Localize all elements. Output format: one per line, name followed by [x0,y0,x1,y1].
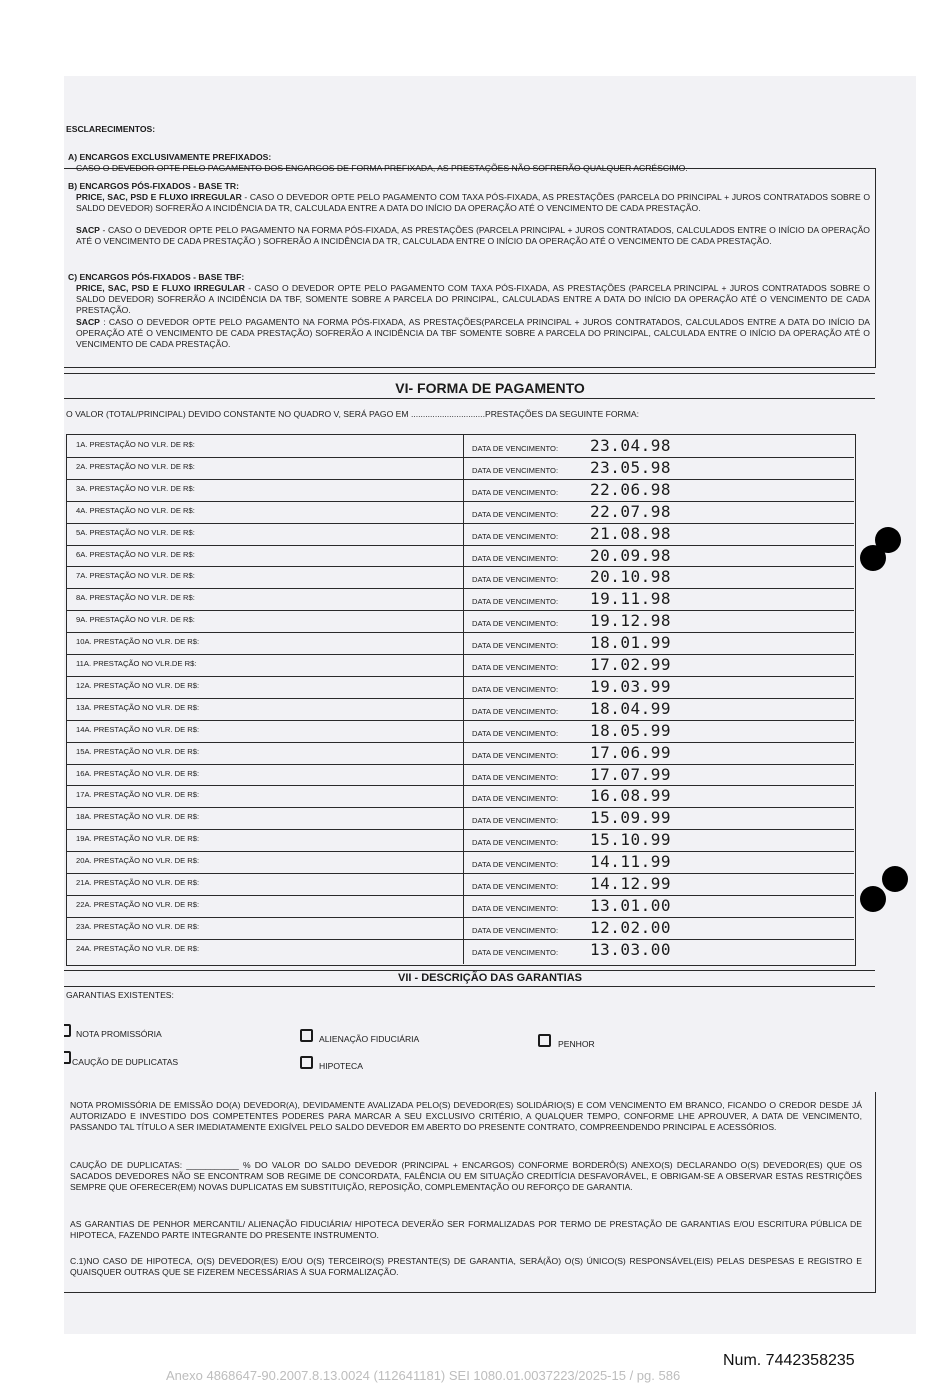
section-b-text-1: - CASO O DEVEDOR OPTE PELO PAGAMENTO COM TAXA PÓS-FIXADA, AS PRESTAÇÕES (PARCELA DO PRINCIPAL + JUROS CONTRATADOS SOBRE O SALDO DEVEDOR) SOFRERÃO A INCIDÊNCIA DA TR, CALCULADA ENTRE A DATA DO INÍCIO DA OPERAÇÃO ATÉ O VENCIMENTO DE CADA PRESTAÇÃO. [76,192,871,213]
esclarecimentos-heading: ESCLARECIMENTOS: [66,124,156,134]
row-divider [66,566,854,567]
section-b-sacp: SACP [76,225,100,235]
installment-label: 13A. PRESTAÇÃO NO VLR. DE R$: [76,702,200,712]
row-divider [66,742,854,743]
garantias-frame [64,1092,876,1293]
due-date-value: 14.11.99 [590,852,672,872]
due-date-value: 21.08.98 [590,523,672,543]
due-date-value: 17.07.99 [590,764,672,784]
installments-column-divider [463,434,464,964]
pagamento-intro [66,409,639,420]
due-date-label: DATA DE VENCIMENTO: [472,925,559,935]
installment-label: 19A. PRESTAÇÃO NO VLR. DE R$: [76,834,200,844]
row-divider [66,873,854,874]
installment-label: 22A. PRESTAÇÃO NO VLR. DE R$: [76,899,200,909]
hipoteca-label: HIPOTECA [319,1061,363,1071]
section-divider [64,373,875,374]
row-divider [66,829,854,830]
punch-hole [860,545,886,571]
installment-label: 21A. PRESTAÇÃO NO VLR. DE R$: [76,878,200,887]
caucao-duplicatas-checkbox[interactable] [64,1051,71,1064]
due-date-value: 19.03.99 [590,676,672,696]
due-date-value: 14.12.99 [590,874,672,893]
due-date-value: 19.12.98 [590,611,672,631]
row-divider [66,654,854,655]
row-divider [66,807,854,808]
row-divider [66,764,854,765]
penhor-label: PENHOR [558,1039,595,1049]
installment-label: 11A. PRESTAÇÃO NO VLR.DE R$: [76,659,197,668]
section-divider [64,986,875,987]
due-date-label: DATA DE VENCIMENTO: [472,794,559,804]
nota-promissoria-label: NOTA PROMISSÓRIA [76,1029,162,1039]
row-divider [66,588,854,589]
installment-label: 5A. PRESTAÇÃO NO VLR. DE R$: [76,527,195,537]
due-date-value: 20.10.98 [590,567,672,587]
row-divider [66,545,854,546]
due-date-value: 15.09.99 [590,808,672,828]
row-divider [66,479,854,480]
section-c-title: C) ENCARGOS PÓS-FIXADOS - BASE TBF: [68,272,245,282]
due-date-value: 18.05.99 [590,720,672,740]
installment-label: 8A. PRESTAÇÃO NO VLR. DE R$: [76,593,195,603]
alienacao-fiduciaria-checkbox[interactable] [300,1029,313,1042]
garantias-title: VII - DESCRIÇÃO DAS GARANTIAS [398,972,582,984]
penhor-checkbox[interactable] [538,1034,551,1047]
nota-promissoria-clause: NOTA PROMISSÓRIA DE EMISSÃO DO(A) DEVEDOR(A), DEVIDAMENTE AVALIZADA PELO(S) DEVEDOR(ES) SOLIDÁRIO(S) E COM VENCIMENTO EM BRANCO, FICANDO O CREDOR DESDE JÁ AUTORIZADO E INVESTIDO DOS COMPETENTES PODERES PARA MARCAR A SEU EXCLUSIVO CRITÉRIO, A QUALQUER TEMPO, CONFORME LHE APROUVER, A DATA DE VENCIMENTO, PASSANDO TAL TÍTULO A SER IMEDIATAMENTE EXIGÍVEL PELO SALDO DEVEDOR EM ABERTO DO PRESENTE CONTRATO, COMPREENDENDO PRINCIPAL E ACESSÓRIOS. [70,1100,862,1132]
installment-label: 17A. PRESTAÇÃO NO VLR. DE R$: [76,790,200,800]
installment-label: 20A. PRESTAÇÃO NO VLR. DE R$: [76,856,200,866]
due-date-value: 12.02.00 [590,917,672,937]
section-c-paragraph-2 [76,317,870,350]
section-divider [64,970,875,971]
punch-hole [882,866,908,892]
installment-label: 10A. PRESTAÇÃO NO VLR. DE R$: [76,637,200,647]
section-c-paragraph-1 [76,283,870,316]
due-date-label: DATA DE VENCIMENTO: [472,531,559,541]
row-divider [66,610,854,611]
due-date-value: 18.04.99 [590,698,672,718]
section-c-text-2: : CASO O DEVEDOR OPTE PELO PAGAMENTO NA FORMA PÓS-FIXADA, AS PRESTAÇÕES(PARCELA PRINCIPAL + JUROS CONTRATADOS, CALCULADOS ENTRE A DATA DO INÍCIO DA OPERAÇÃO ATÉ O VENCIMENTO DE CADA PRESTAÇÃO) SOFRERÃO A INCIDÊNCIA DA TBF SOMENTE SOBRE A PARCELA DO PRINCIPAL, CALCULADA ENTRE O INÍCIO DA OPERAÇÃO ATÉ O VENCIMENTO DE CADA PRESTAÇÃO. [76,317,871,349]
row-divider [66,785,854,786]
due-date-label: DATA DE VENCIMENTO: [472,860,559,870]
section-b-paragraph-2 [76,225,870,247]
due-date-label: DATA DE VENCIMENTO: [472,575,559,585]
due-date-label: DATA DE VENCIMENTO: [472,553,559,563]
due-date-label: DATA DE VENCIMENTO: [472,947,559,957]
due-date-value: 19.11.98 [590,589,672,609]
due-date-label: DATA DE VENCIMENTO: [472,706,559,716]
installment-label: 15A. PRESTAÇÃO NO VLR. DE R$: [76,746,200,756]
due-date-value: 13.03.00 [590,939,672,959]
row-divider [66,523,854,524]
pagamento-title: VI- FORMA DE PAGAMENTO [395,380,585,396]
row-divider [66,632,854,633]
installment-label: 14A. PRESTAÇÃO NO VLR. DE R$: [76,724,200,734]
row-divider [66,917,854,918]
installment-label: 7A. PRESTAÇÃO NO VLR. DE R$: [76,571,195,581]
due-date-value: 15.10.99 [590,830,672,850]
due-date-label: DATA DE VENCIMENTO: [472,444,559,453]
due-date-label: DATA DE VENCIMENTO: [472,750,559,760]
hipoteca-despesas-clause: C.1)NO CASO DE HIPOTECA, O(S) DEVEDOR(ES) E/OU O(S) TERCEIRO(S) PRESTANTE(S) DE GARANTIA, SERÁ(ÃO) O(S) ÚNICO(S) RESPONSÁVEL(EIS) PELAS DESPESAS E REGISTRO E QUAISQUER OUTRAS QUE SE FIZEREM NECESSÁRIAS À SUA FORMALIZAÇÃO. [70,1256,862,1277]
intro-text-a: O VALOR (TOTAL/PRINCIPAL) DEVIDO CONSTANTE NO QUADRO V, SERÁ PAGO EM [66,409,409,419]
row-divider [66,676,854,677]
intro-blank: ............................... [410,409,485,419]
installment-label: 3A. PRESTAÇÃO NO VLR. DE R$: [76,483,195,493]
section-a-title: A) ENCARGOS EXCLUSIVAMENTE PREFIXADOS: [68,152,272,162]
row-divider [66,895,854,896]
row-divider [66,501,854,502]
section-b-paragraph-1 [76,192,870,214]
scanned-page [64,76,916,1334]
row-divider [66,698,854,699]
installment-label: 16A. PRESTAÇÃO NO VLR. DE R$: [76,768,200,778]
due-date-label: DATA DE VENCIMENTO: [472,882,559,891]
nota-promissoria-checkbox[interactable] [64,1024,71,1037]
document-reference: Anexo 4868647-90.2007.8.13.0024 (112641181) SEI 1080.01.0037223/2025-15 / pg. 586 [166,1368,681,1383]
due-date-value: 17.02.99 [590,655,672,674]
due-date-value: 20.09.98 [590,545,672,565]
due-date-label: DATA DE VENCIMENTO: [472,816,559,826]
due-date-label: DATA DE VENCIMENTO: [472,903,559,913]
punch-hole [860,886,886,912]
installment-label: 9A. PRESTAÇÃO NO VLR. DE R$: [76,615,195,625]
section-b-text-2: - CASO O DEVEDOR OPTE PELO PAGAMENTO NA FORMA PÓS-FIXADA, AS PRESTAÇÕES (PARCELA PRINCIPAL + JUROS CONTRATADOS, CALCULADOS ENTRE O INÍCIO DA OPERAÇÃO ATÉ O VENCIMENTO DE CADA PRESTAÇÃO ) SOFRERÃO A INCIDÊNCIA DA TR, CALCULADA ENTRE O INÍCIO DA OPERAÇÃO ATÉ O VENCIMENTO DE CADA PRESTAÇÃO. [76,225,870,246]
due-date-label: DATA DE VENCIMENTO: [472,619,559,629]
caucao-duplicatas-label: CAUÇÃO DE DUPLICATAS [72,1057,179,1067]
alienacao-fiduciaria-label: ALIENAÇÃO FIDUCIÁRIA [319,1034,420,1044]
due-date-label: DATA DE VENCIMENTO: [472,663,559,672]
due-date-label: DATA DE VENCIMENTO: [472,838,559,848]
due-date-value: 18.01.99 [590,633,672,653]
installment-label: 23A. PRESTAÇÃO NO VLR. DE R$: [76,921,200,931]
installment-label: 18A. PRESTAÇÃO NO VLR. DE R$: [76,812,200,822]
row-divider [66,851,854,852]
formalizacao-clause: AS GARANTIAS DE PENHOR MERCANTIL/ ALIENAÇÃO FIDUCIÁRIA/ HIPOTECA DEVERÃO SER FORMALIZADAS POR TERMO DE PRESTAÇÃO DE GARANTIAS E/OU ESCRITURA PÚBLICA DE HIPOTECA, FAZENDO PARTE INTEGRANTE DO PRESENTE INSTRUMENTO. [70,1219,862,1240]
document-number: Num. 7442358235 [723,1352,855,1369]
due-date-value: 17.06.99 [590,742,672,762]
due-date-value: 16.08.99 [590,786,672,806]
hipoteca-checkbox[interactable] [300,1056,313,1069]
row-divider [66,720,854,721]
garantias-existentes-label: GARANTIAS EXISTENTES: [66,990,174,1000]
section-a-text: CASO O DEVEDOR OPTE PELO PAGAMENTO DOS ENCARGOS DE FORMA PREFIXADA, AS PRESTAÇÕES NÃO SOFRERÃO QUALQUER ACRÉSCIMO. [76,163,688,173]
due-date-value: 22.07.98 [590,501,672,521]
installment-label: 12A. PRESTAÇÃO NO VLR. DE R$: [76,680,200,690]
section-b-subtitle: PRICE, SAC, PSD E FLUXO IRREGULAR [76,192,242,202]
section-c-text-1: - CASO O DEVEDOR OPTE PELO PAGAMENTO COM TAXA PÓS-FIXADA, AS PRESTAÇÕES (PARCELA PRINCIPAL + JUROS CONTRATADOS SOBRE O SALDO DEVEDOR) SOFRERÃO A INCIDÊNCIA DA TBF, SOMENTE SOBRE A PARCELA DO PRINCIPAL, CALCULADAS ENTRE A DATA DO INÍCIO DA OPERAÇÃO ATÉ O VENCIMENTO DE CADA PRESTAÇÃO. [76,283,870,315]
installment-label: 4A. PRESTAÇÃO NO VLR. DE R$: [76,505,195,515]
due-date-label: DATA DE VENCIMENTO: [472,509,559,519]
installment-label: 6A. PRESTAÇÃO NO VLR. DE R$: [76,549,195,559]
section-c-subtitle: PRICE, SAC, PSD E FLUXO IRREGULAR [76,283,245,293]
section-divider [64,398,875,399]
installment-label: 24A. PRESTAÇÃO NO VLR. DE R$: [76,943,200,953]
due-date-label: DATA DE VENCIMENTO: [472,684,559,694]
installment-label: 1A. PRESTAÇÃO NO VLR. DE R$: [76,440,195,449]
due-date-label: DATA DE VENCIMENTO: [472,597,559,607]
intro-text-b: PRESTAÇÕES DA SEGUINTE FORMA: [484,409,640,419]
due-date-value: 23.04.98 [590,436,672,455]
row-divider [66,457,854,458]
due-date-label: DATA DE VENCIMENTO: [472,728,559,738]
due-date-value: 23.05.98 [590,457,672,477]
section-c-sacp: SACP [76,317,100,327]
due-date-label: DATA DE VENCIMENTO: [472,487,559,497]
due-date-value: 22.06.98 [590,479,672,499]
installment-label: 2A. PRESTAÇÃO NO VLR. DE R$: [76,461,195,471]
due-date-value: 13.01.00 [590,895,672,915]
due-date-label: DATA DE VENCIMENTO: [472,772,559,782]
due-date-label: DATA DE VENCIMENTO: [472,465,559,475]
caucao-duplicatas-clause: CAUÇÃO DE DUPLICATAS: ___________ % DO VALOR DO SALDO DEVEDOR (PRINCIPAL + ENCARGOS) CONFORME BORDERÔ(S) ANEXO(S) DECLARANDO O(S) DEVEDOR(ES) QUE OS SACADOS DEVEDORES NÃO SE ENCONTRAM SOB REGIME DE CONCORDATA, FALÊNCIA OU EM SITUAÇÃO CREDITÍCIA DESFAVORÁVEL, E OBRIGAM-SE A OBSERVAR ESTAS RESTRIÇÕES SEMPRE QUE OFERECER(EM) NOVAS DUPLICATAS EM SUBSTITUIÇÃO, REPOSIÇÃO, COMPLEMENTAÇÃO OU REFORÇO DE GARANTIA. [70,1160,862,1192]
section-b-title: B) ENCARGOS PÓS-FIXADOS - BASE TR: [68,181,239,191]
row-divider [66,939,854,940]
due-date-label: DATA DE VENCIMENTO: [472,641,559,651]
